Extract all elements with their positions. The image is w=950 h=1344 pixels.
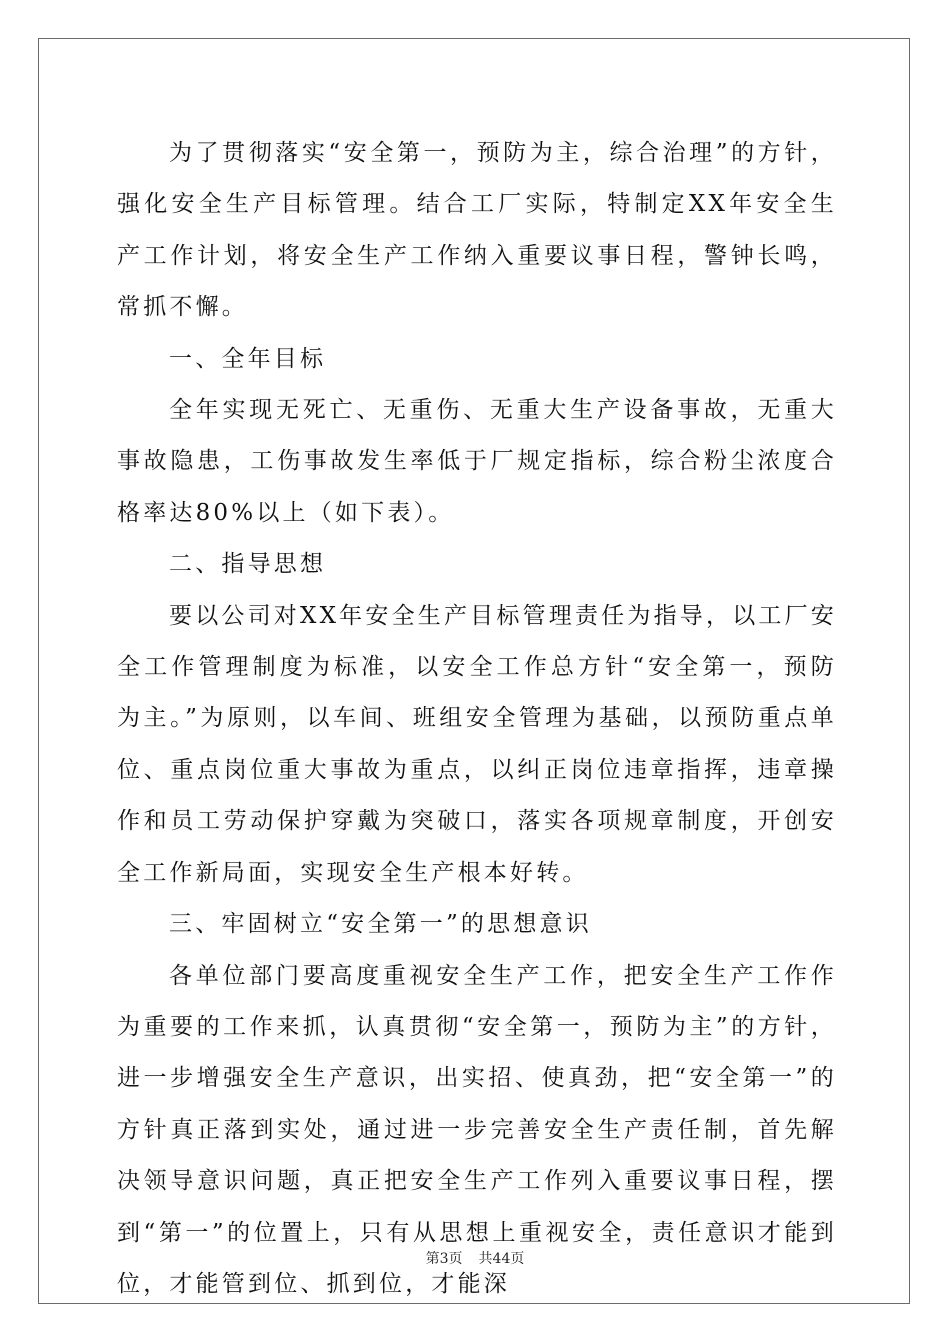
page-number: 第3页: [425, 1251, 463, 1267]
section-heading-guidance: 二、指导思想: [169, 551, 327, 578]
page-total: 共44页: [478, 1251, 525, 1267]
guidance-paragraph: 要以公司对XX年安全生产目标管理责任为指导，以工厂安全工作管理制度为标准，以安全工作总方针“安全第一，预防为主。”为原则，以车间、班组安全管理为基础，以预防重点单位、重点岗位重大事故为重点，以纠正岗位违章指挥，违章操作和员工劳动保护穿戴为突破口，落实各项规章制度，开创安全工作新局面，实现安全生产根本好转。: [117, 602, 837, 886]
section-heading-awareness: 三、牢固树立“安全第一”的思想意识: [169, 911, 592, 938]
page-footer: [0, 1248, 950, 1268]
awareness-paragraph: 各单位部门要高度重视安全生产工作，把安全生产工作作为重要的工作来抓，认真贯彻“安全第一，预防为主”的方针，进一步增强安全生产意识，出实招、使真劲，把“安全第一”的方针真正落到实处，通过进一步完善安全生产责任制，首先解决领导意识问题，真正把安全生产工作列入重要议事日程，摆到“第一”的位置上，只有从思想上重视安全，责任意识才能到位，才能管到位、抓到位，才能深: [117, 962, 837, 1297]
document-body: [117, 128, 837, 1310]
intro-paragraph: 为了贯彻落实“安全第一，预防为主，综合治理”的方针，强化安全生产目标管理。结合工厂实际，特制定XX年安全生产工作计划，将安全生产工作纳入重要议事日程，警钟长鸣，常抓不懈。: [117, 140, 837, 321]
section-heading-goals: 一、全年目标: [169, 345, 327, 372]
goals-paragraph: 全年实现无死亡、无重伤、无重大生产设备事故，无重大事故隐患，工伤事故发生率低于厂规定指标，综合粉尘浓度合格率达80%以上（如下表）。: [117, 397, 837, 526]
